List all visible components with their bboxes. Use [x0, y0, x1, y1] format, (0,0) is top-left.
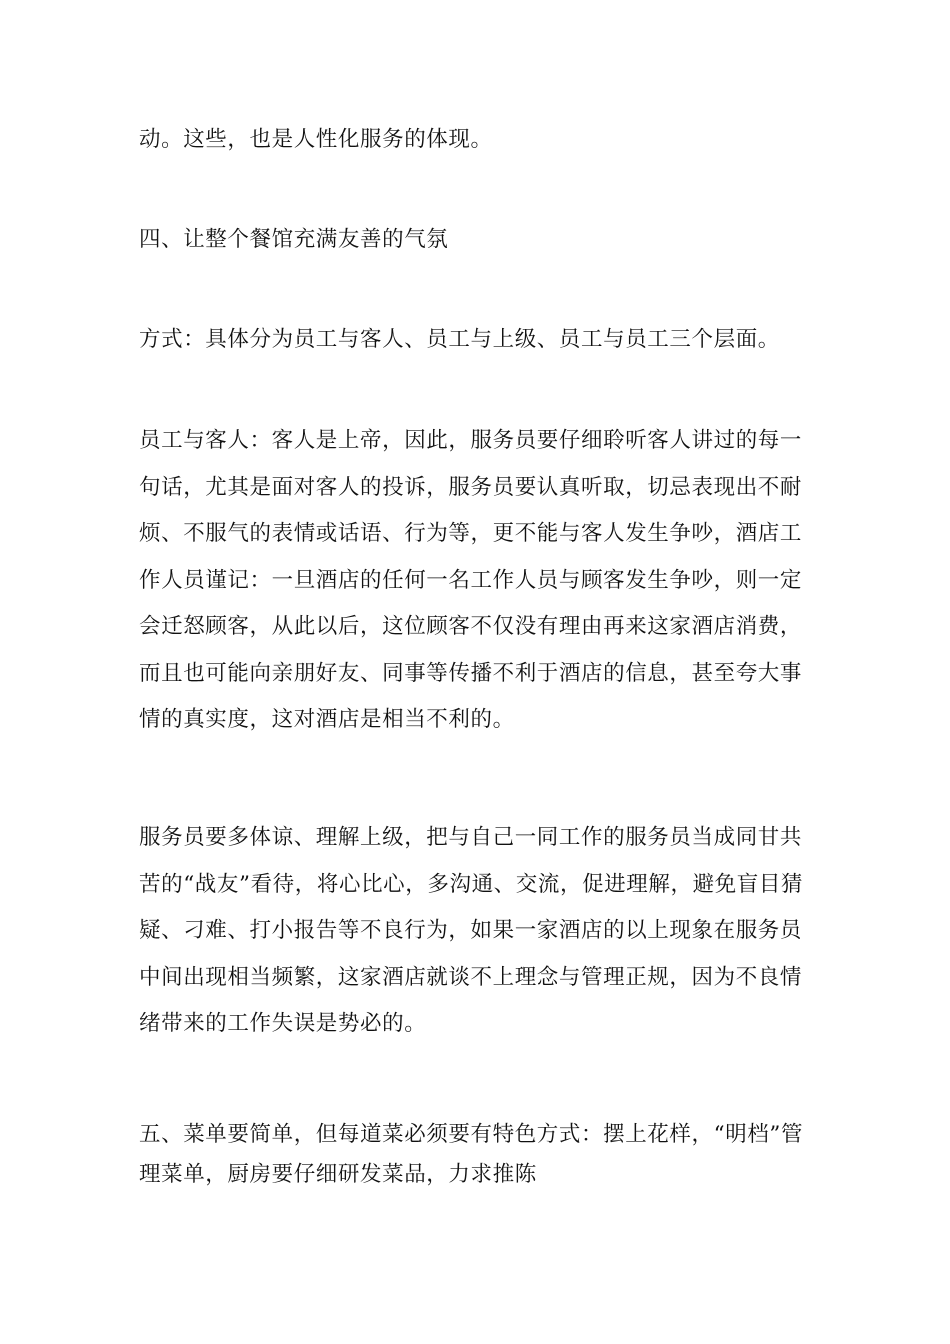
- text-line: 员工与客人：客人是上帝，因此，服务员要仔细聆听客人讲过的每一: [139, 428, 803, 453]
- text-line: 五、菜单要简单，但每道菜必须要有特色方式：摆上花样，“明档”管: [139, 1122, 804, 1147]
- text-line: 而且也可能向亲朋好友、同事等传播不利于酒店的信息，甚至夸大事: [139, 660, 803, 686]
- text-line: 方式：具体分为员工与客人、员工与上级、员工与员工三个层面。: [139, 327, 780, 352]
- text-line: 服务员要多体谅、理解上级，把与自己一同工作的服务员当成同甘共: [139, 825, 803, 850]
- section-heading-simple-menu: [139, 1115, 815, 1195]
- section-heading-friendly-atmosphere: [139, 217, 815, 264]
- text-line: 会迁怒顾客，从此以后，这位顾客不仅没有理由再来这家酒店消费，: [139, 614, 803, 639]
- text-line: 情的真实度，这对酒店是相当不利的。: [139, 707, 515, 732]
- text-line: 疑、刁难、打小报告等不良行为，如果一家酒店的以上现象在服务员: [139, 918, 803, 943]
- text-line: 四、让整个餐馆充满友善的气氛: [139, 227, 449, 252]
- paragraph-humanized-service-ending: [139, 117, 815, 164]
- text-line: 理菜单，厨房要仔细研发菜品，力求推陈: [139, 1162, 537, 1187]
- text-line: 绪带来的工作失误是势必的。: [139, 1011, 427, 1036]
- text-line: 中间出现相当频繁，这家酒店就谈不上理念与管理正规，因为不良情: [139, 964, 803, 990]
- paragraph-staff-and-guests: [139, 418, 815, 744]
- text-line: 烦、不服气的表情或话语、行为等，更不能与客人发生争吵，酒店工: [139, 521, 803, 546]
- text-line: 动。这些，也是人性化服务的体现。: [139, 127, 493, 152]
- paragraph-staff-and-superiors: [139, 815, 815, 1048]
- text-line: 苦的“战友”看待，将心比心，多沟通、交流，促进理解，避免盲目猜: [139, 871, 804, 897]
- text-line: 作人员谨记：一旦酒店的任何一名工作人员与顾客发生争吵，则一定: [139, 567, 803, 593]
- paragraph-method-three-levels: [139, 317, 815, 364]
- text-line: 句话，尤其是面对客人的投诉，服务员要认真听取，切忌表现出不耐: [139, 474, 803, 500]
